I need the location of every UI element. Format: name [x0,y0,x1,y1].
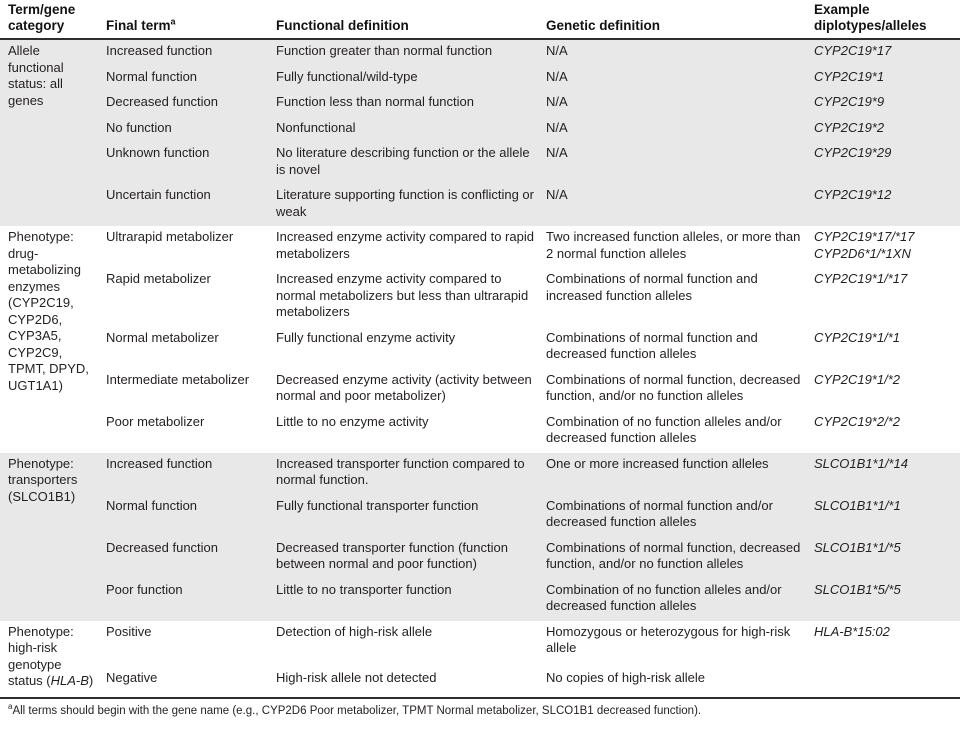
example-cell: CYP2C19*1/*17 [814,268,960,327]
final-term-cell: Ultrarapid metabolizer [106,226,276,268]
functional-definition-cell: Function less than normal function [276,91,546,117]
final-term-cell: Rapid metabolizer [106,268,276,327]
table-row [0,226,960,268]
footnote-text: All terms should begin with the gene name (e.g., CYP2D6 Poor metabolizer, TPMT Normal metabolizer, SLCO1B1 decreased function). [12,704,702,717]
genetic-definition-cell: Combinations of normal function, decreased function, and/or no function alleles [546,537,814,579]
functional-definition-cell: Fully functional/wild-type [276,66,546,92]
functional-definition-cell: Little to no enzyme activity [276,411,546,453]
example-cell: CYP2C19*12 [814,184,960,226]
functional-definition-cell: No literature describing function or the allele is novel [276,142,546,184]
category-text: Phenotype: high-risk genotype status ( [8,623,74,688]
final-term-cell: No function [106,117,276,143]
final-term-cell: Normal function [106,66,276,92]
example-cell: SLCO1B1*1/*14 [814,453,960,495]
table-row [0,327,960,369]
genetic-definition-cell: N/A [546,66,814,92]
table-row [0,537,960,579]
genetic-definition-cell: N/A [546,91,814,117]
category-text: Phenotype: transporters (SLCO1B1) [8,455,78,504]
genetic-definition-cell: N/A [546,117,814,143]
footnote-marker: a [8,701,13,711]
final-term-cell: Poor function [106,579,276,621]
example-cell: SLCO1B1*1/*1 [814,495,960,537]
functional-definition-cell: Little to no transporter function [276,579,546,621]
genetic-definition-cell: Combinations of normal function, decreased function, and/or no function alleles [546,369,814,411]
genetic-definition-cell: Two increased function alleles, or more than 2 normal function alleles [546,226,814,268]
final-term-footnote-marker: a [170,16,176,27]
genetic-definition-cell: Homozygous or heterozygous for high-risk allele [546,621,814,668]
column-header-genetic-definition: Genetic definition [546,0,814,39]
column-header-example-diplotypes: Example diplotypes/alleles [814,0,960,39]
functional-definition-cell: Decreased transporter function (function between normal and poor function) [276,537,546,579]
table-row [0,621,960,668]
final-term-cell: Normal function [106,495,276,537]
example-cell: CYP2C19*2 [814,117,960,143]
example-cell: SLCO1B1*1/*5 [814,537,960,579]
table-row [0,495,960,537]
table-row [0,268,960,327]
category-text-suffix: ) [88,673,94,688]
functional-definition-cell: Increased enzyme activity compared to rapid metabolizers [276,226,546,268]
functional-definition-cell: Fully functional transporter function [276,495,546,537]
category-cell-transporters [0,453,106,621]
genetic-definition-cell: No copies of high-risk allele [546,667,814,695]
example-cell: SLCO1B1*5/*5 [814,579,960,621]
functional-definition-cell: Increased transporter function compared to normal function. [276,453,546,495]
category-gene-italic: HLA-B [50,673,89,688]
genetic-definition-cell: Combination of no function alleles and/or decreased function alleles [546,411,814,453]
example-cell: HLA-B*15:02 [814,621,960,668]
table-row [0,369,960,411]
final-term-cell: Negative [106,667,276,695]
example-cell: CYP2C19*1 [814,66,960,92]
table-row [0,117,960,143]
final-term-cell: Intermediate metabolizer [106,369,276,411]
functional-definition-cell: Decreased enzyme activity (activity between normal and poor metabolizer) [276,369,546,411]
category-cell-allele-functional-status [0,39,106,226]
functional-definition-cell: Fully functional enzyme activity [276,327,546,369]
column-header-final-term [106,0,276,39]
genetic-definition-cell: One or more increased function alleles [546,453,814,495]
category-text: Allele functional status: all genes [8,43,64,108]
functional-definition-cell: Detection of high-risk allele [276,621,546,668]
final-term-cell: Decreased function [106,91,276,117]
example-line: CYP2D6*1/*1XN [814,245,911,261]
example-cell: CYP2C19*9 [814,91,960,117]
category-cell-drug-metabolizing-enzymes [0,226,106,453]
genetic-definition-cell: N/A [546,142,814,184]
table-row [0,142,960,184]
genetic-definition-cell: Combinations of normal function and decreased function alleles [546,327,814,369]
table-row [0,667,960,695]
final-term-cell: Unknown function [106,142,276,184]
final-term-cell: Increased function [106,453,276,495]
final-term-cell: Positive [106,621,276,668]
column-header-functional-definition: Functional definition [276,0,546,39]
functional-definition-cell: Literature supporting function is conflicting or weak [276,184,546,226]
table-row [0,39,960,66]
table-row [0,453,960,495]
table-footnote [0,697,960,718]
column-header-final-term-label: Final term [106,18,171,33]
header-row [0,0,960,39]
example-line: CYP2C19*17/*17 [814,229,915,244]
example-cell [814,226,960,268]
example-cell [814,667,960,695]
final-term-cell: Normal metabolizer [106,327,276,369]
table-row [0,91,960,117]
functional-definition-cell: Nonfunctional [276,117,546,143]
final-term-cell: Decreased function [106,537,276,579]
genetic-definition-cell: Combination of no function alleles and/or decreased function alleles [546,579,814,621]
genetic-definition-cell: N/A [546,39,814,66]
final-term-cell: Increased function [106,39,276,66]
table-row [0,184,960,226]
functional-definition-cell: Function greater than normal function [276,39,546,66]
genetic-definition-cell: N/A [546,184,814,226]
final-term-cell: Poor metabolizer [106,411,276,453]
example-cell: CYP2C19*29 [814,142,960,184]
column-header-term-gene-category: Term/gene category [0,0,106,39]
table-row [0,579,960,621]
example-cell: CYP2C19*2/*2 [814,411,960,453]
table-row [0,411,960,453]
example-cell: CYP2C19*1/*1 [814,327,960,369]
example-cell: CYP2C19*17 [814,39,960,66]
genetic-definition-cell: Combinations of normal function and/or decreased function alleles [546,495,814,537]
example-cell: CYP2C19*1/*2 [814,369,960,411]
genetic-definition-cell: Combinations of normal function and increased function alleles [546,268,814,327]
functional-definition-cell: High-risk allele not detected [276,667,546,695]
functional-definition-cell: Increased enzyme activity compared to normal metabolizers but less than ultrarapid metabolizers [276,268,546,327]
category-text: Phenotype: drug-metabolizing enzymes (CYP2C19, CYP2D6, CYP3A5, CYP2C9, TPMT, DPYD, UGT1A1) [8,229,89,393]
table-row [0,66,960,92]
final-term-cell: Uncertain function [106,184,276,226]
category-cell-high-risk-genotype [0,621,106,696]
